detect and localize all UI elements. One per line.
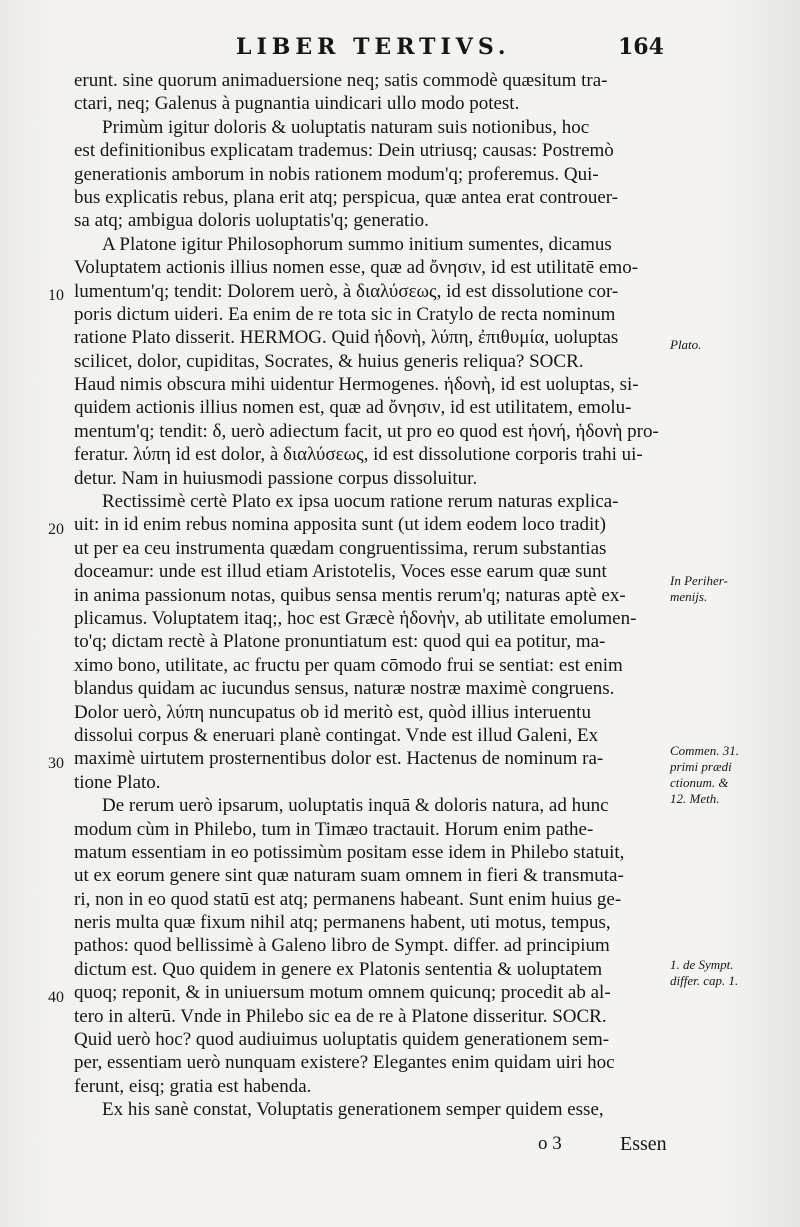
body-text (74, 69, 662, 1122)
text-line: bus explicatis rebus, plana erit atq; perspicua, quæ antea erat controuer- (74, 186, 619, 208)
text-line: est definitionibus explicatam trademus: Dein utriusq; causas: Postremò (74, 140, 614, 162)
margin-note: primi prædi (670, 759, 732, 774)
text-line: to'q; dictam rectè à Platone pronuntiatum est: quod qui ea potitur, ma- (74, 631, 606, 653)
margin-note: ctionum. & (670, 775, 729, 790)
text-line: detur. Nam in huiusmodi passione corpus dissoluitur. (74, 467, 478, 489)
text-line: pathos: quod bellissimè à Galeno libro de Sympt. differ. ad principium (74, 935, 610, 957)
text-line: ctari, neq; Galenus à pugnantia uindicari ullo modo potest. (74, 93, 520, 115)
margin-note: menijs. (670, 589, 708, 604)
signature-mark: o 3 (538, 1133, 562, 1154)
text-line: uit: in id enim rebus nomina apposita sunt (ut idem eodem loco tradit) (74, 514, 606, 536)
text-line: De rerum uerò ipsarum, uoluptatis inquā & doloris natura, ad hunc (102, 795, 609, 817)
text-line: poris dictum uideri. Ea enim de re tota sic in Cratylo de recta nominum (74, 303, 616, 325)
text-line: Rectissimè certè Plato ex ipsa uocum ratione rerum naturas explica- (102, 491, 619, 513)
text-line: ut per ea ceu instrumenta quædam congruentissima, rerum substantias (74, 537, 607, 559)
text-line: quidem actionis illius nomen est, quæ ad ὄνησιν, id est utilitatem, emolu- (74, 397, 632, 419)
text-line: maximè uirtutem prosternentibus dolor est. Hactenus de nominum ra- (74, 748, 604, 770)
text-line: Haud nimis obscura mihi uidentur Hermogenes. ἡδονὴ, id est uoluptas, si- (74, 374, 639, 396)
folio-number: 164 (618, 34, 664, 60)
page-footer (0, 1133, 800, 1163)
text-line: neris multa quæ fixum nihil atq; permanens habent, uti motus, tempus, (74, 912, 611, 934)
text-line: plicamus. Voluptatem itaq;, hoc est Græcè ἡδονὴν, ab utilitate emolumen- (74, 607, 637, 629)
margin-note: differ. cap. 1. (670, 973, 739, 988)
text-line: Quid uerò hoc? quod audiuimus uoluptatis quidem generationem sem- (74, 1029, 610, 1051)
text-line: quoq; reponit, & in uniuersum motum omnem quicunq; procedit ab al- (74, 982, 611, 1004)
text-line: modum cùm in Philebo, tum in Timæo tractauit. Horum enim pathe- (74, 818, 594, 840)
text-line: ferunt, eisq; gratia est habenda. (74, 1075, 312, 1097)
text-line: in anima passionum notas, quibus sensa mentis rerum'q; naturas aptè ex- (74, 584, 626, 606)
text-line: blandus quidam ac iucundus sensus, naturæ nostræ maximè congruens. (74, 678, 615, 700)
margin-note: 1. de Sympt. (670, 957, 734, 972)
text-line: Voluptatem actionis illius nomen esse, quæ ad ὄνησιν, id est utilitatē emo- (74, 257, 639, 279)
text-line: feratur. λύπη id est dolor, à διαλύσεως, id est dissolutione corporis trahi ui- (74, 444, 643, 466)
text-line: matum essentiam in eo potissimùm positam esse idem in Philebo statuit, (74, 841, 625, 863)
text-line: Ex his sanè constat, Voluptatis generationem semper quidem esse, (102, 1099, 604, 1121)
text-line: ximo bono, utilitate, ac fructu per quam cōmodo frui se sentiat: est enim (74, 654, 623, 676)
text-line: mentum'q; tendit: δ, uerò adiectum facit, ut pro eo quod est ἡονή, ἡδονὴ pro- (74, 420, 659, 442)
page-header (0, 34, 800, 64)
margin-note: In Periher- (670, 573, 728, 588)
text-line: erunt. sine quorum animaduersione neq; satis commodè quæsitum tra- (74, 70, 608, 91)
text-line: per, essentiam uerò nunquam existere? Elegantes enim quidam uiri hoc (74, 1052, 615, 1074)
catchword: Essen (620, 1133, 667, 1155)
text-line: generationis amborum in nobis rationem modum'q; proferemus. Qui- (74, 163, 599, 185)
margin-note: Commen. 31. (670, 743, 739, 758)
line-number: 10 (48, 287, 64, 304)
text-line: lumentum'q; tendit: Dolorem uerò, à διαλύσεως, id est dissolutione cor- (74, 280, 619, 302)
margin-note: Plato. (670, 337, 702, 352)
text-line: scilicet, dolor, cupiditas, Socrates, & huius generis reliqua? SOCR. (74, 350, 584, 372)
text-line: sa atq; ambigua doloris uoluptatis'q; generatio. (74, 210, 429, 232)
text-line: tione Plato. (74, 771, 161, 793)
line-number: 30 (48, 755, 64, 772)
text-line: A Platone igitur Philosophorum summo initium sumentes, dicamus (102, 233, 612, 255)
line-number: 20 (48, 521, 64, 538)
line-number: 40 (48, 989, 64, 1006)
text-line: dissolui corpus & eneruari planè contingat. Vnde est illud Galeni, Ex (74, 724, 599, 746)
running-head: LIBER TERTIVS. (236, 34, 511, 60)
text-line: ratione Plato disserit. HERMOG. Quid ἡδονὴ, λύπη, ἐπιθυμία, uoluptas (74, 327, 619, 349)
text-line: doceamur: unde est illud etiam Aristotelis, Voces esse earum quæ sunt (74, 561, 607, 583)
margin-note: 12. Meth. (670, 791, 720, 806)
text-line: dictum est. Quo quidem in genere ex Platonis sententia & uoluptatem (74, 958, 603, 980)
text-line: Dolor uerò, λύπη nuncupatus ob id meritò est, quòd illius interuentu (74, 701, 591, 723)
text-line: ri, non in eo quod statū est atq; permanens habeant. Sunt enim huius ge- (74, 888, 622, 910)
text-line: ut ex eorum genere sint quæ naturam suam omnem in fieri & transmuta- (74, 865, 624, 887)
text-line: tero in alterū. Vnde in Philebo sic ea de re à Platone disseritur. SOCR. (74, 1005, 607, 1027)
text-line: Primùm igitur doloris & uoluptatis naturam suis notionibus, hoc (102, 116, 590, 138)
